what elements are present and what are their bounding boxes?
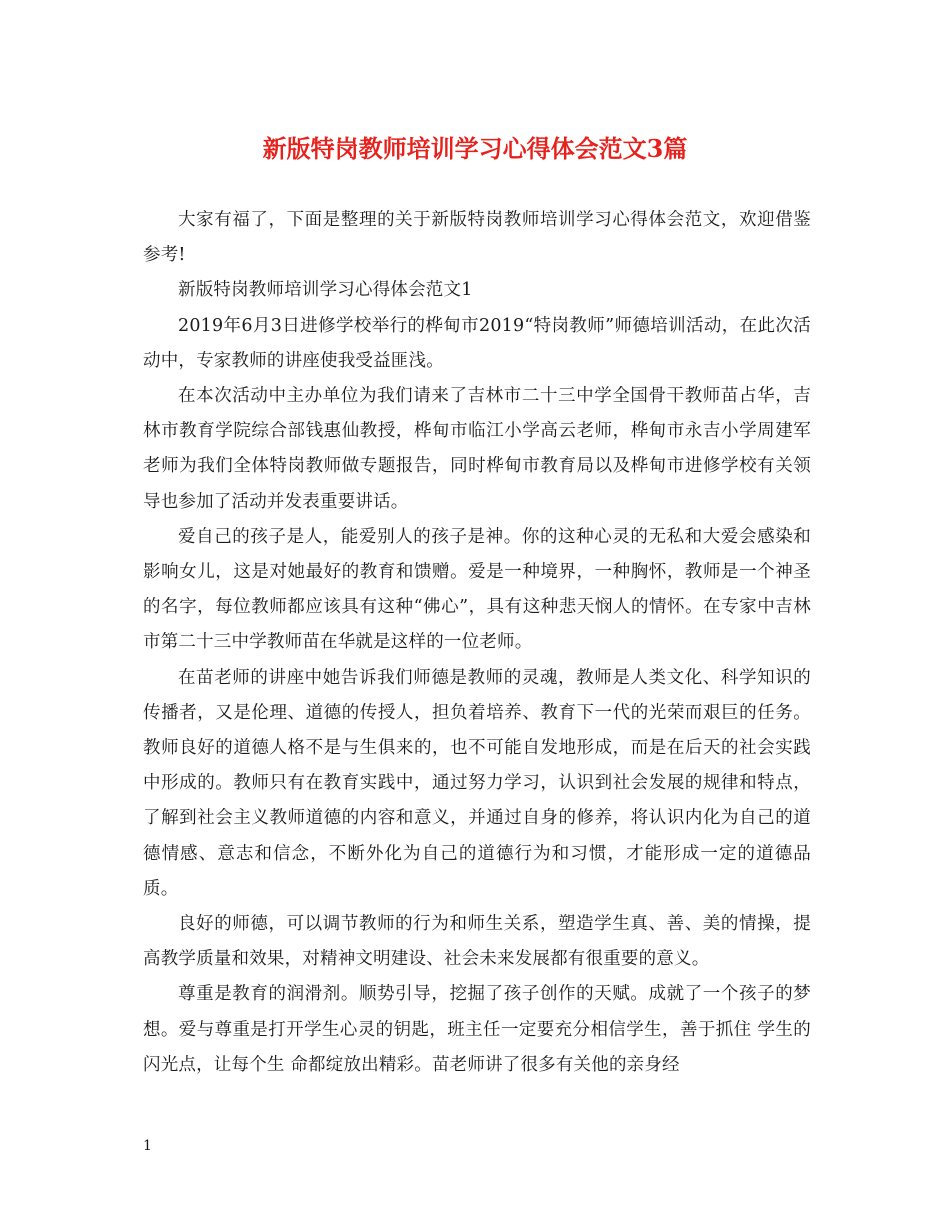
document-body (143, 203, 811, 1083)
document-title: 新版特岗教师培训学习心得体会范文3篇 (262, 134, 688, 163)
intro-paragraph: 大家有福了，下面是整理的关于新版特岗教师培训学习心得体会范文，欢迎借鉴参考! (143, 210, 811, 266)
body-paragraph: 在本次活动中主办单位为我们请来了吉林市二十三中学全国骨干教师苗占华，吉林市教育学院综合部钱惠仙教授，桦甸市临江小学高云老师，桦甸市永吉小学周建军老师为我们全体特岗教师做专题报告，同时桦甸市教育局以及桦甸市进修学校有关领导也参加了活动并发表重要讲话。 (143, 386, 811, 512)
body-paragraph: 尊重是教育的润滑剂。顺势引导，挖掘了孩子创作的天赋。成就了一个孩子的梦想。爱与尊重是打开学生心灵的钥匙，班主任一定要充分相信学生，善于抓住 学生的闪光点，让每个生 命都绽放出精彩。苗老师讲了很多有关他的亲身经 (143, 984, 811, 1075)
body-paragraph: 在苗老师的讲座中她告诉我们师德是教师的灵魂，教师是人类文化、科学知识的传播者，又是伦理、道德的传授人，担负着培养、教育下一代的光荣而艰巨的任务。教师良好的道德人格不是与生俱来的，也不可能自发地形成，而是在后天的社会实践中形成的。教师只有在教育实践中，通过努力学习，认识到社会发展的规律和特点，了解到社会主义教师道德的内容和意义，并通过自身的修养，将认识内化为自己的道德情感、意志和信念，不断外化为自己的道德行为和习惯，才能形成一定的道德品质。 (143, 667, 811, 899)
body-paragraph: 2019年6月3日进修学校举行的桦甸市2019“特岗教师”师德培训活动，在此次活动中，专家教师的讲座使我受益匪浅。 (143, 315, 811, 371)
body-paragraph: 爱自己的孩子是人，能爱别人的孩子是神。你的这种心灵的无私和大爱会感染和影响女儿，这是对她最好的教育和馈赠。爱是一种境界，一种胸怀，教师是一个神圣的名字，每位教师都应该具有这种“佛心”，具有这种悲天悯人的情怀。在专家中吉林市第二十三中学教师苗在华就是这样的一位老师。 (143, 526, 811, 653)
body-paragraph: 良好的师德，可以调节教师的行为和师生关系，塑造学生真、善、美的情操，提高教学质量和效果，对精神文明建设、社会未来发展都有很重要的意义。 (143, 914, 811, 970)
page-number: 1 (143, 1138, 152, 1154)
section-heading: 新版特岗教师培训学习心得体会范文1 (178, 280, 473, 301)
